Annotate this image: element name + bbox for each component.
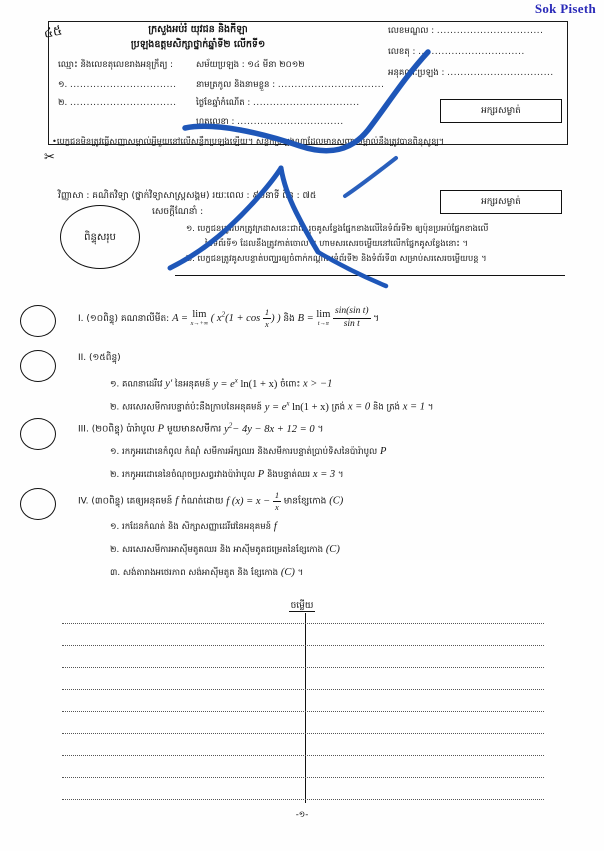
subject-line: វិញ្ញាសា : គណិតវិទ្យា (ថ្នាក់វិទ្យាសាស្ត្រសង្គម) រយៈពេល : ៩០នាទី ពិន្ទុ : ៧៥ [58,191,317,201]
q2-sub2-and: និង [372,402,384,413]
answer-line [62,689,544,690]
fraction-denominator: x [265,318,269,329]
dob-row [196,98,360,110]
q2b-fn-base: y = e [264,401,287,413]
subcommittee-row [388,68,554,80]
q2-sub2-function [264,399,329,413]
question-4-label: IV. [78,496,89,507]
q2-sub1-num: ១. [110,379,120,390]
secret-code-box-bottom: អក្សរសម្ងាត់ [440,190,562,214]
watermark-name: Sok Piseth [534,1,596,16]
q2-sub1-text: គណនាដេរីវេ [121,379,163,390]
question-3-points: (២០ពិន្ទុ) [91,424,124,435]
divider-rule [175,275,565,276]
question-4-sub-2 [110,544,340,557]
limit-1-sub: x→+∞ [190,320,209,328]
question-3-has-eq: មួយមានសមីការ [166,424,222,435]
q2-sub2-at2-label: ត្រង់ [386,402,401,413]
q2-sub2-at1: x = 0 [347,401,371,413]
limit-operator-1 [191,310,209,328]
subcommittee-dots: ................................ [447,68,554,78]
scissors-icon: ✂ [44,150,55,165]
q4-sub3-num: ៣. [110,568,121,578]
q4-fraction-one-over-x [273,490,281,512]
question-4-text: គេឲ្យអនុគមន៍ [126,496,173,507]
q4-sub1-text: រកដែនកំណត់ និង សិក្សាសញ្ញាដេរីវេនៃអនុគមន៍ [121,522,272,532]
dob-dots: ................................ [253,98,360,108]
question-1 [78,306,379,331]
score-circle-q2[interactable] [20,350,56,382]
q4-fraction-numerator: 1 [274,490,280,500]
question-4-points: (៣០ពិន្ទុ) [91,496,124,507]
question-3-parabola-symbol: P [157,423,165,435]
left-item-2 [58,98,177,110]
fraction-one-over-x [263,307,271,329]
fullname-dots: ................................ [277,80,385,90]
left-item-1-num: ១. [58,80,68,90]
question-2 [78,352,121,365]
question-3 [78,421,323,437]
q3-eq-exp: 2 [228,421,233,429]
instruction-1-line1: ១. បេក្ខជនត្រូវរបកត្រូវក្រដាសនេះជាពីរ រួចគូសខ្វែងផ្នែកខាងលើនៃទំព័រទី២ ឲ្យប៉ុនប្រអប់ផ្នែកខាងលើ [186,223,489,233]
header-note: •បេក្ខជនមិនត្រូវធ្វើសញ្ញាសម្គាល់អ្វីមួយនៅលើសន្លឹកប្រឡងឡើយ។ សន្លឹកប្រឡងណាដែលមានសញ្ញាសម្គាល់នឹងត្រូវបានពិនុសូន្យ។ [52,136,445,146]
question-1-conjunction: និង [283,313,295,324]
center-number-label: លេខមណ្ឌល : [388,26,435,36]
question-1-points: (១០ពិន្ទុ) [86,313,119,324]
q4-sub1-num: ១. [110,522,120,532]
instruction-2: ២. បេក្ខជនត្រូវគូសបន្ទាត់បញ្ឈរឲ្យចំពាក់កណ្ដាលទំព័រទី២ និងទំព័រទី៣ សម្រាប់សរសេរចម្លើយបន្ត ។ [186,253,487,263]
q3-sub2-text: រកកូអរដោនេនៃចំណុចប្រសព្វរវាងប៉ារ៉ាបូល [121,470,256,480]
limit-operator-2 [316,310,330,328]
instruction-heading: សេចក្ដីណែនាំ : [152,207,204,217]
signature-label: ហត្ថលេខា : [196,117,235,127]
left-item-2-num: ២. [58,98,68,108]
q3-eq-y: y [224,423,229,435]
question-2-label: II. [78,353,87,363]
exam-date-value: ១៤ មីនា ២០១២ [247,60,305,70]
question-2-sub-2 [110,399,433,415]
subcommittee-label: អនុគណៈប្រឡង : [388,68,445,78]
score-circle-q1[interactable] [20,305,56,337]
question-1-text: គណនាលីមីត: [120,313,170,324]
center-number-row [388,26,543,38]
fullname-label: នាមត្រកូល និងនាមខ្លួន : [196,80,276,90]
answer-line [62,623,544,624]
q2-sub1-deriv: y′ [165,378,173,390]
answer-line [62,755,544,756]
question-2-points: (១៥ពិន្ទុ) [89,353,121,363]
q2-sub1-function [213,376,278,390]
question-3-label: III. [78,424,89,435]
answer-line [62,777,544,778]
candidate-name-label: ឈ្មោះ និងលេខតុលេខរាងអនុក្រឹត្យ : [58,60,174,70]
question-3-sub-1 [110,446,386,459]
question-4-function-symbol: f [175,495,179,507]
question-3-equation [224,421,315,435]
q2-sub1-of: នៃអនុគមន៍ [174,379,211,390]
q3-sub1-num: ១. [110,447,120,457]
q3-sub1-text: រកកូអរដោនេកំពូល កំណុំ សមីការអ័ក្សឈរ និងសមីការបន្ទាត់ប្រាប់ទិសនៃប៉ារ៉ាបូល [121,447,378,457]
question-4-curve-label: មានខ្សែកោង [283,496,327,507]
q2-sub2-text: សរសេរសមីការបន្ទាត់ប៉ះនឹងក្រាបនៃអនុគមន៍ [121,402,262,413]
limit-2-main: lim [316,308,331,320]
question-4-sub-1 [110,521,277,534]
answer-center-divider [305,613,306,803]
q4-fx: f (x) = x − [226,495,271,507]
answer-line [62,667,544,668]
q2-fn-exp: x [234,376,238,384]
formula-a-lhs: A = [172,312,189,324]
question-4-sub-3 [110,567,303,580]
q2b-fn-ln: ln(1 + x) [292,401,329,413]
fullname-row [196,80,384,92]
question-3-terminator: ។ [317,424,324,435]
fraction-2-numerator: sin(sin t) [333,306,371,319]
q2-sub1-cond-label: ចំពោះ [280,379,301,390]
q4-sub2-curve: (C) [325,544,340,555]
q4-sub2-num: ២. [110,545,120,555]
answer-line [62,645,544,646]
q2-sub2-at2: x = 1 [402,401,425,413]
answer-line [62,799,544,800]
signature-dots: ................................ [237,117,344,127]
answer-line [62,711,544,712]
q4-sub3-text: សង់តារាងអថេរភាព សង់អាស៊ីមតូត និង ខ្សែកោង [122,568,279,578]
q2-sub1-condition: x > −1 [302,378,333,390]
answer-area-heading [0,600,604,613]
instruction-1-line2: នៃទំព័រទី១ ដែលនឹងត្រូវកាត់ចោល ។ ហាមសរសេរចម្លើយនៅលើកផ្នែកគូសខ្វែងនោះ ។ [205,238,468,248]
q3-sub2-and: និងបន្ទាត់ឈរ [266,470,311,480]
question-3-sub-2 [110,469,344,482]
dob-label: ថ្ងៃខែឆ្នាំកំណើត : [196,98,251,108]
q2-sub2-at1-label: ត្រង់ [331,402,346,413]
left-item-1 [58,80,177,92]
answer-line [62,733,544,734]
answer-area-label: ចម្លើយ [290,601,314,611]
q2-fn-base: y = e [213,378,235,390]
q4-sub3-curve: (C) [280,567,295,578]
q4-sub3-terminator: ។ [297,568,304,578]
q2-fn-ln: ln(1 + x) [240,378,278,390]
exam-date-label: សម័យប្រឡង : [196,60,245,70]
exam-title: ប្រឡងឧត្តមសិក្សាថ្នាក់ឆ្នាំទី២ លើកទី១ [130,39,266,50]
fraction-sin-sin-t [333,306,371,331]
fraction-numerator: 1 [264,307,270,318]
page-number: -១- [295,810,309,820]
question-1-label: I. [78,313,84,324]
formula-b-lhs: B = [297,312,314,324]
q3-sub2-terminator: ។ [337,470,344,480]
q3-sub2-symbol: P [257,469,265,480]
q3-eq-rest: − 4y − 8x + 12 = 0 [232,423,315,435]
q2-sub2-terminator: ។ [427,402,434,413]
q3-sub2-line: x = 3 [312,469,336,480]
question-4-curve: (C) [329,495,344,507]
question-3-text: ប៉ារ៉ាបូល [126,424,155,435]
question-4-definition [226,490,283,512]
exam-date-row [196,60,305,72]
score-circle-q3[interactable] [20,418,56,450]
ministry-title: ក្រសួងអប់រំ យុវជន និងកីឡា [148,24,248,35]
formula-a-mid: (1 + cos [225,312,261,324]
formula-a-close: ) ) [271,312,281,324]
limit-1-main: lim [192,308,207,320]
q4-sub2-text: សរសេរសមីការអាស៊ីមតូតឈរ និង អាស៊ីមតូតជម្រេតនៃខ្សែកោង [121,545,324,555]
formula-a-open: ( x [210,312,222,324]
q2b-fn-exp: x [286,399,290,407]
signature-row [196,117,344,129]
center-number-dots: ................................ [436,26,544,36]
left-item-1-dots: ................................ [69,80,177,90]
question-4-def-label: កំណត់ដោយ [180,496,224,507]
question-1-formula-b [297,306,374,329]
desk-number-row [388,47,525,59]
desk-number-label: លេខតុ : [388,47,416,57]
q4-fraction-denominator: x [275,501,279,512]
formula-a-exponent: 2 [221,310,226,319]
question-2-sub-1 [110,376,332,392]
desk-number-dots: ................................ [418,47,525,57]
score-circle-q4[interactable] [20,488,56,520]
q3-sub1-symbol: P [379,446,387,457]
question-4 [78,490,343,512]
corner-hand-mark: ៤៥ [42,22,64,41]
q4-sub1-symbol: f [273,521,277,532]
limit-2-sub: t→π [317,320,329,328]
question-1-formula-a [172,307,283,329]
question-1-terminator: ។ [373,313,380,324]
secret-code-box-top: អក្សរសម្ងាត់ [440,99,562,123]
q2-sub2-num: ២. [110,402,120,413]
fraction-2-denominator: sin t [343,318,360,329]
total-score-circle: ពិន្ទុសរុប [60,205,140,269]
q3-sub2-num: ២. [110,470,120,480]
left-item-2-dots: ................................ [69,98,177,108]
